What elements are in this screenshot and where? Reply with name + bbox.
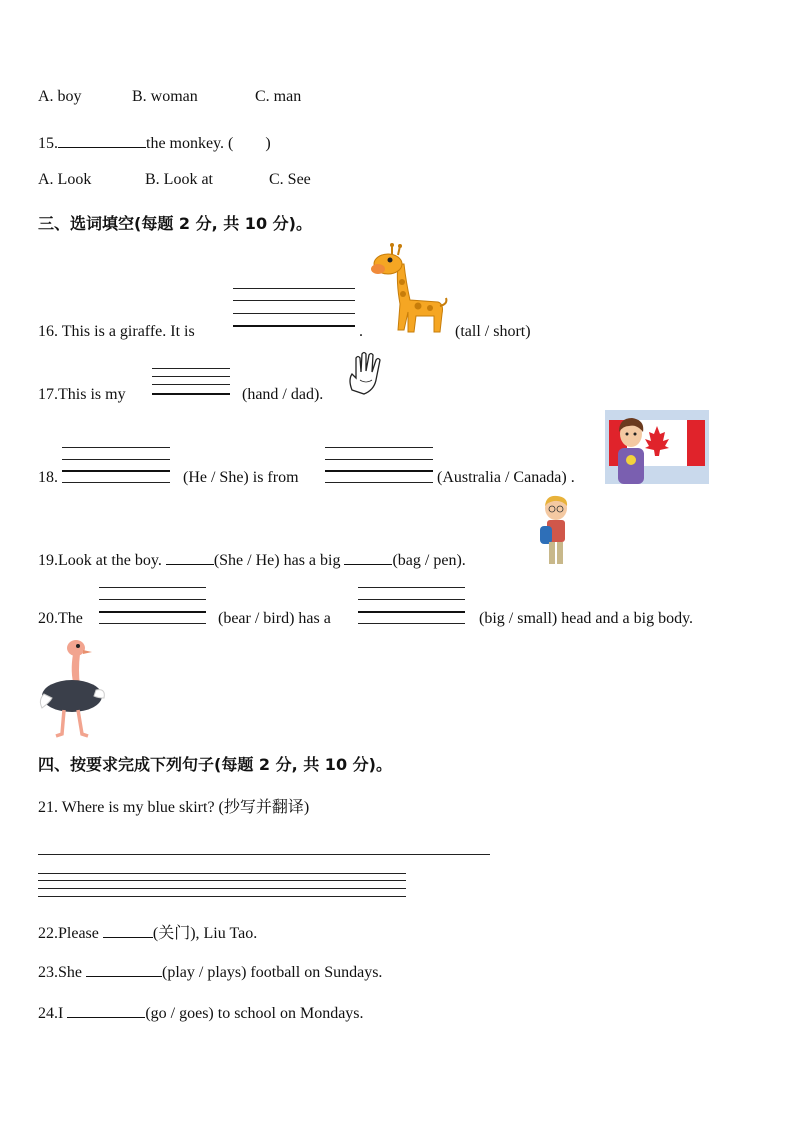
- q19-question: [38, 550, 466, 570]
- q20-mid: (bear / bird) has a: [218, 610, 331, 627]
- q18-writing-line: [62, 447, 170, 448]
- q18-writing-line: [62, 459, 170, 460]
- q16-prefix: 16. This is a giraffe. It is: [38, 323, 195, 340]
- q17-writing-line: [152, 384, 230, 385]
- q21-writing-line: [38, 880, 406, 881]
- q20-answer-line-1[interactable]: [99, 623, 206, 624]
- q17-prefix: 17.This is my: [38, 386, 126, 403]
- q23-blank[interactable]: [86, 962, 162, 977]
- q22-suffix: (关门), Liu Tao.: [152, 925, 258, 942]
- q20-prefix: 20.The: [38, 610, 83, 627]
- q17-hint: (hand / dad).: [242, 386, 324, 403]
- q19-mid2: (bag / pen).: [392, 552, 466, 569]
- q18-number: 18.: [38, 469, 58, 486]
- q20-writing-line: [99, 587, 206, 588]
- q15-number: 15.: [38, 135, 58, 152]
- q24-suffix: (go / goes) to school on Mondays.: [145, 1005, 364, 1022]
- q18-writing-line: [325, 470, 433, 472]
- q19-prefix: 19.Look at the boy.: [38, 552, 162, 569]
- q20-writing-line: [358, 611, 465, 613]
- q22-question: [38, 920, 257, 943]
- q16-writing-line: [233, 313, 355, 314]
- q15-option-c: C. See: [269, 171, 311, 188]
- q18-writing-line: [325, 447, 433, 448]
- q15-option-a: A. Look: [38, 171, 92, 188]
- q16-writing-line: [233, 288, 355, 289]
- q16-answer-line[interactable]: [233, 325, 355, 327]
- q18-answer-line-1[interactable]: [62, 482, 170, 483]
- q17-answer-line[interactable]: [152, 393, 230, 395]
- q20-writing-line: [358, 587, 465, 588]
- section3-heading: 三、选词填空(每题 2 分, 共 10 分)。: [38, 214, 312, 233]
- q23-question: [38, 962, 382, 982]
- q23-suffix: (play / plays) football on Sundays.: [162, 964, 383, 981]
- q21-translation-line[interactable]: [38, 854, 490, 855]
- q23-prefix: 23.She: [38, 964, 82, 981]
- giraffe-illustration: [370, 242, 450, 338]
- section4-heading: 四、按要求完成下列句子(每题 2 分, 共 10 分)。: [38, 755, 392, 774]
- q21-writing-line: [38, 873, 406, 874]
- q15-option-b: B. Look at: [145, 171, 213, 188]
- q19-mid1: (She / He) has a big: [213, 552, 341, 569]
- q19-blank-1[interactable]: [166, 550, 214, 565]
- q18-writing-line: [325, 459, 433, 460]
- q16-period: .: [359, 323, 363, 340]
- q20-writing-line: [358, 599, 465, 600]
- q16-writing-line: [233, 300, 355, 301]
- q21-text: 21. Where is my blue skirt? (抄写并翻译): [38, 799, 310, 816]
- q18-answer-line-2[interactable]: [325, 482, 433, 483]
- q20-answer-line-2[interactable]: [358, 623, 465, 624]
- q21-copy-line[interactable]: [38, 896, 406, 897]
- q14-option-b: B. woman: [132, 88, 198, 105]
- q15-question: [38, 130, 271, 153]
- q15-text: the monkey. ( ): [146, 135, 271, 152]
- q20-writing-line: [99, 599, 206, 600]
- q19-blank-2[interactable]: [344, 550, 392, 565]
- q18-hint: (Australia / Canada) .: [437, 469, 575, 486]
- q16-hint: (tall / short): [455, 323, 531, 340]
- q21-writing-line: [38, 888, 406, 889]
- q15-blank[interactable]: [58, 133, 146, 148]
- q24-blank[interactable]: [67, 1003, 145, 1018]
- q20-writing-line: [99, 611, 206, 613]
- q22-blank[interactable]: [103, 923, 153, 938]
- hand-illustration: [346, 350, 388, 396]
- q17-writing-line: [152, 376, 230, 377]
- q14-option-a: A. boy: [38, 88, 82, 105]
- canada-flag-boy-illustration: [605, 410, 709, 484]
- boy-with-bag-illustration: [538, 494, 574, 566]
- q14-option-c: C. man: [255, 88, 302, 105]
- q20-end: (big / small) head and a big body.: [479, 610, 694, 627]
- ostrich-illustration: [36, 638, 108, 738]
- q24-prefix: 24.I: [38, 1005, 64, 1022]
- q22-prefix: 22.Please: [38, 925, 99, 942]
- q17-writing-line: [152, 368, 230, 369]
- q24-question: [38, 1003, 364, 1023]
- q18-writing-line: [62, 470, 170, 472]
- q18-middle: (He / She) is from: [183, 469, 299, 486]
